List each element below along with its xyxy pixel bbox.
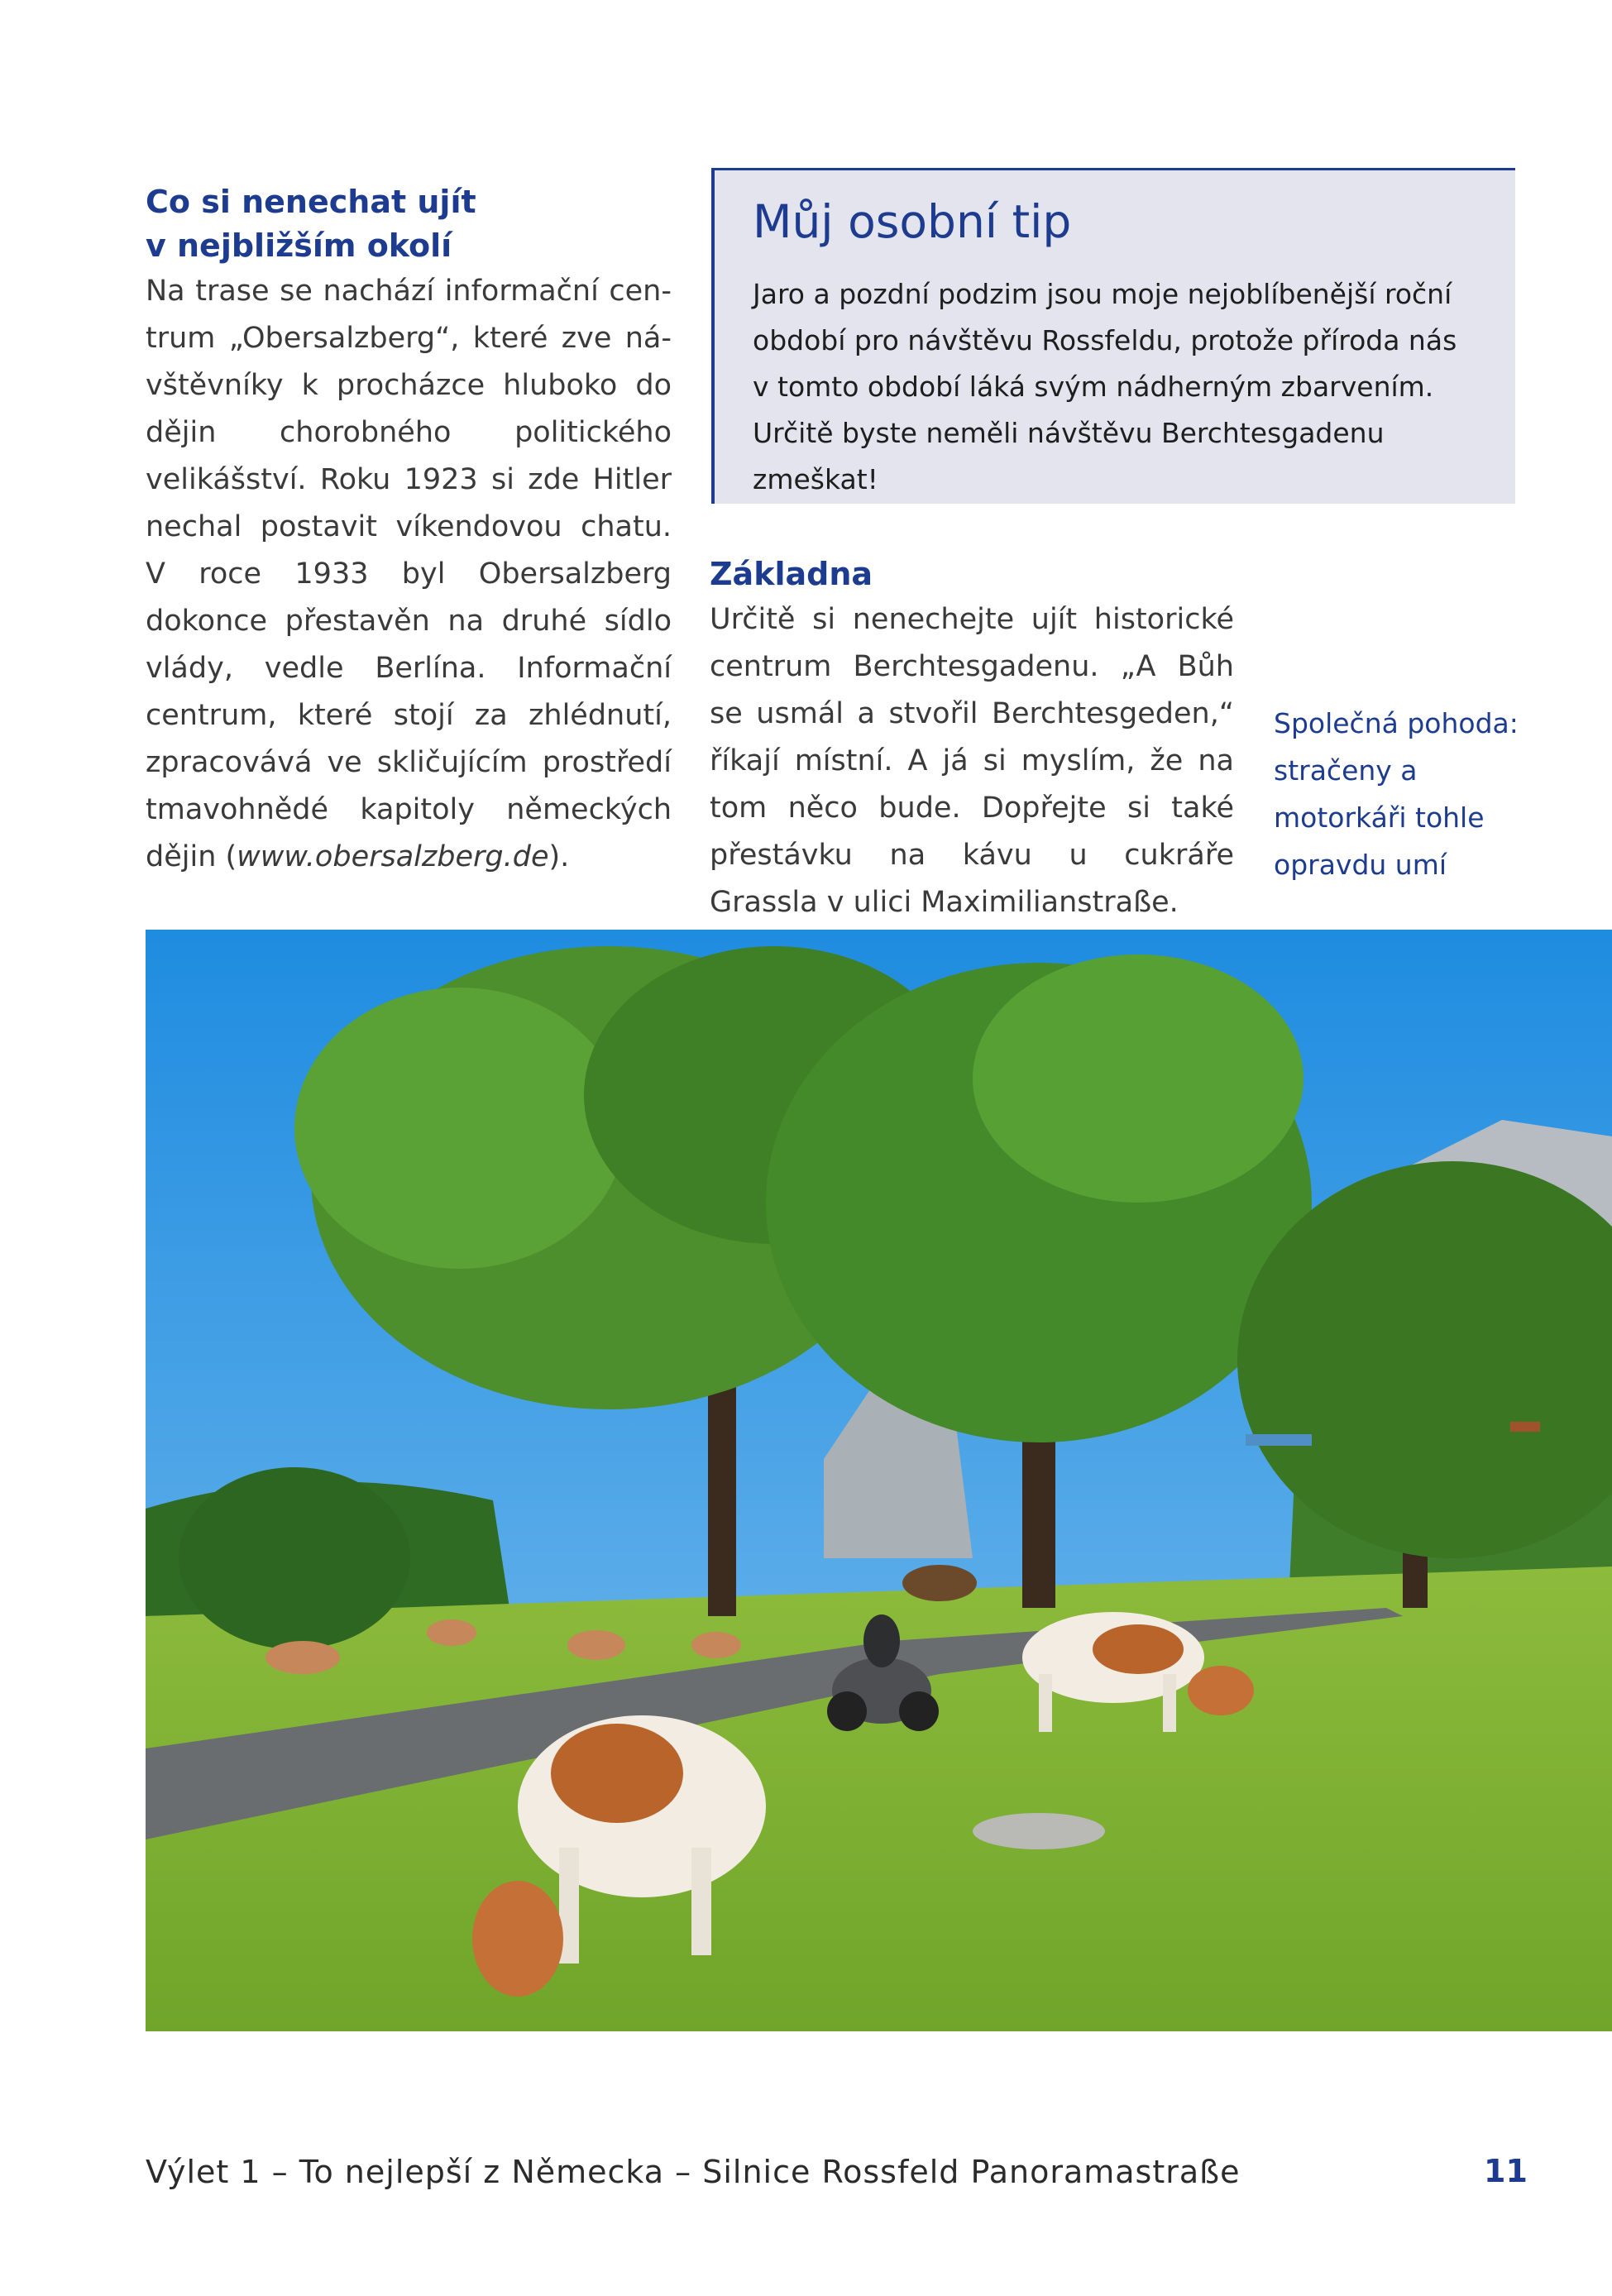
section-heading-surroundings bbox=[146, 180, 672, 268]
section-heading-base: Základna bbox=[710, 556, 873, 592]
photo-cows-motorcycle bbox=[146, 930, 1612, 2031]
footer-title: Výlet 1 – To nejlepší z Německa – Silnice Rossfeld Panoramastraße bbox=[146, 2154, 1241, 2190]
page-number: 11 bbox=[1484, 2153, 1528, 2189]
personal-tip-box bbox=[711, 170, 1515, 504]
tip-text: Jaro a pozdní podzim jsou moje nejoblíbenější roční období pro návštěvu Rossfeldu, protože příroda nás v tomto období láká svým nádherným zbarvením. Určitě byste neměli návštěvu Berchtesgadenu zmeškat! bbox=[753, 278, 1457, 495]
tip-title: Můj osobní tip bbox=[753, 195, 1072, 248]
obersalzberg-url[interactable]: www.obersalzberg.de bbox=[237, 840, 549, 873]
surroundings-paragraph bbox=[146, 268, 672, 881]
heading-line-2: v nejbližším okolí bbox=[146, 227, 452, 264]
surroundings-text: Na trase se nachází informační centrum „Obersalzberg“, které zve návštěvníky k procházce hluboko do dějin chorobného politického velikášství. Roku 1923 si zde Hitler nechal postavit víkendovou chatu. V roce 1933 byl Obersalzberg dokonce přestavěn na druhé sídlo vlády, vedle Berlína. Informační centrum, které stojí za zhlédnutí, zpracovává ve skličujícím prostředí tmavohnědé kapitoly německých dějin ( bbox=[146, 275, 672, 873]
photo-caption: Společná pohoda: stračeny a motorkáři tohle opravdu umí bbox=[1274, 707, 1519, 881]
heading-line-1: Co si nenechat ujít bbox=[146, 184, 476, 220]
surroundings-text-end: ). bbox=[548, 840, 570, 873]
base-paragraph: Určitě si nenechejte ujít historické centrum Berchtesgadenu. „A Bůh se usmál a stvořil Berchtesgeden,“ říkají místní. A já si myslím, že na tom něco bude. Dopřejte si také přestávku na kávu u cukráře Grassla v ulici Maximilianstraße. bbox=[710, 603, 1234, 919]
left-column bbox=[146, 180, 672, 881]
middle-column bbox=[710, 552, 1234, 926]
